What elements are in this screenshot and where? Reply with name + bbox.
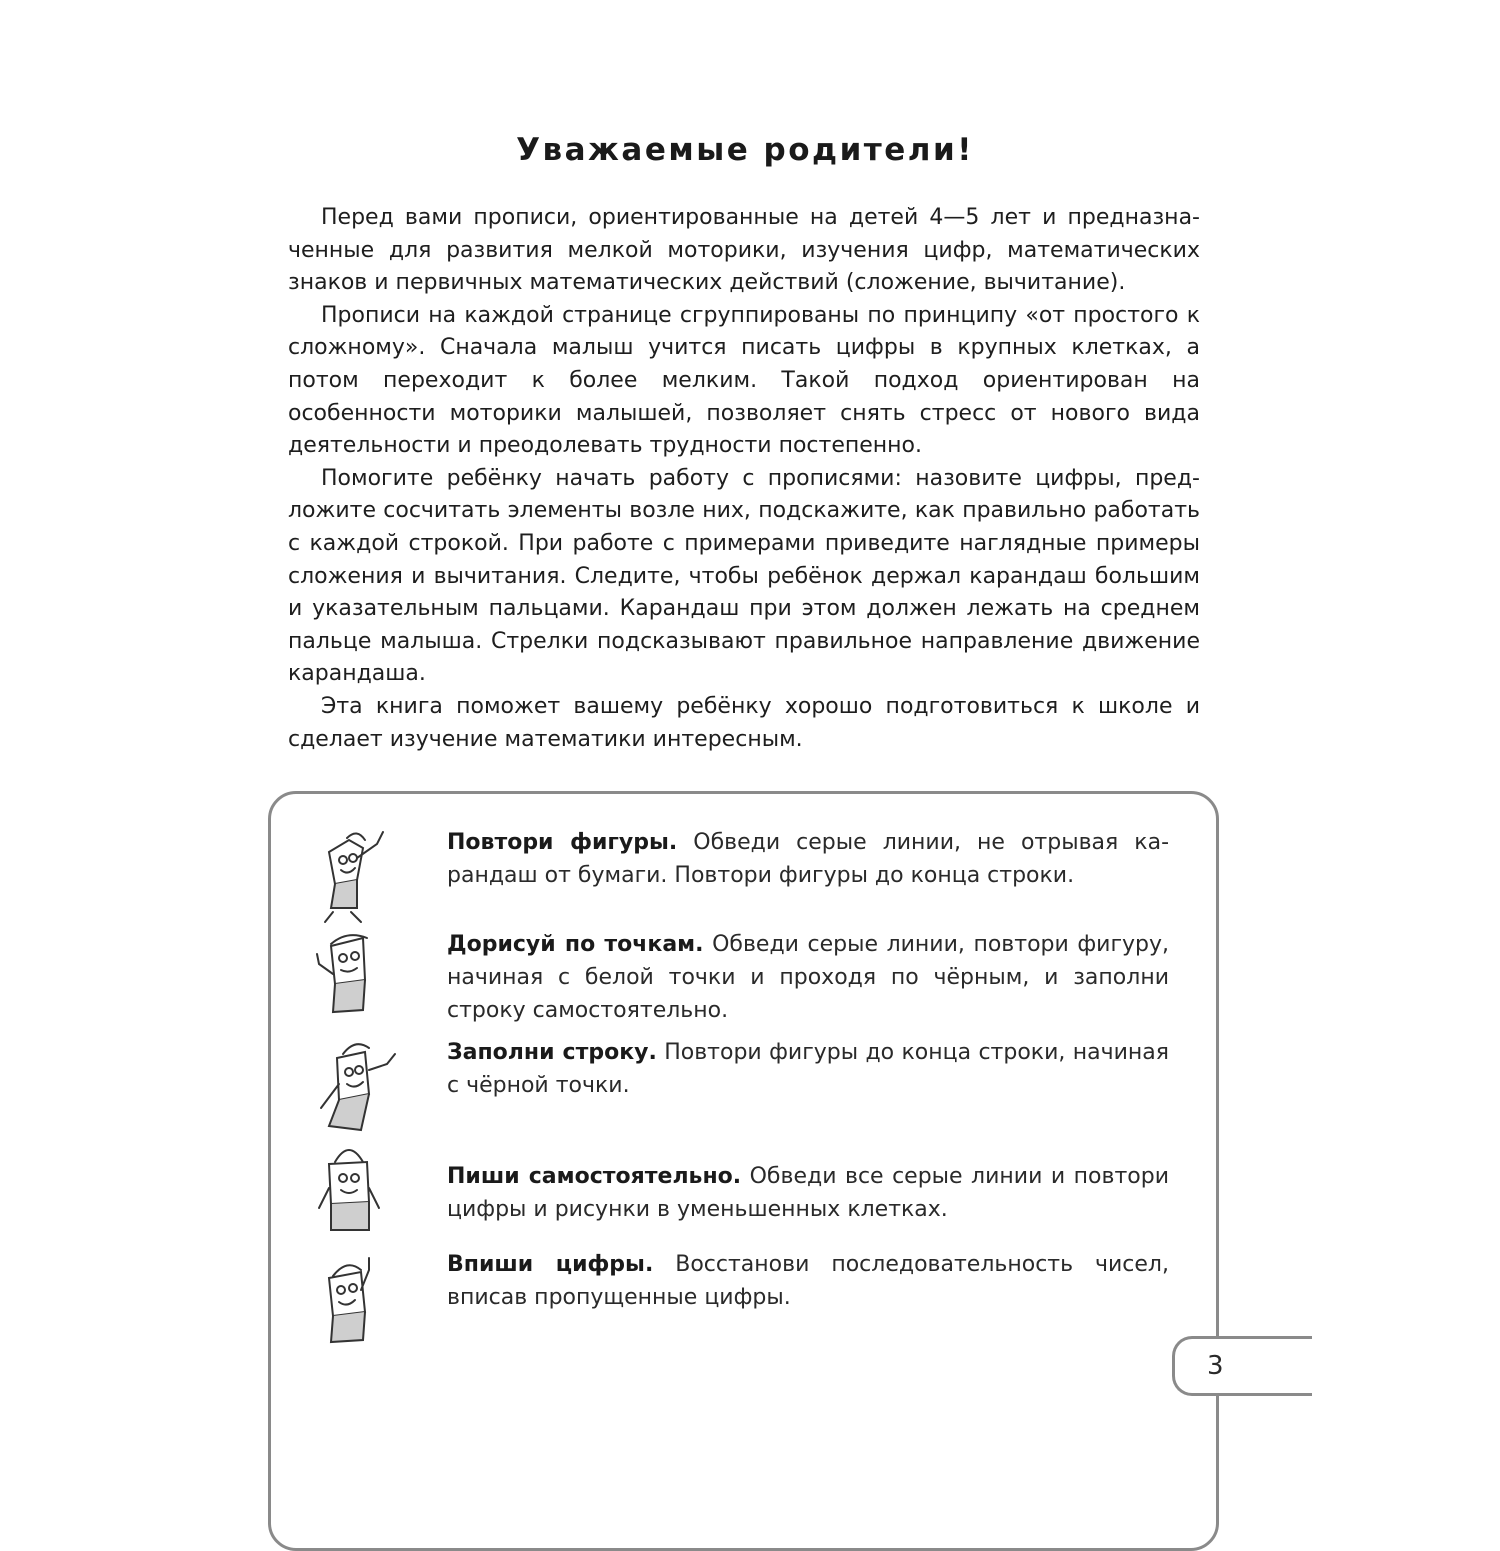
legend-description: Обведи серые линии, не отрывая карандаш от бумаги. Повтори фигуры до конца строки. [447, 830, 1170, 888]
legend-term: Впиши цифры. [447, 1252, 654, 1277]
legend-term: Пиши самостоятельно. [447, 1164, 742, 1189]
pencil-mascot-thinking-icon [299, 924, 409, 1034]
legend-text [447, 1160, 1169, 1226]
legend-text [447, 826, 1169, 892]
legend-description: Обведи серые линии, повтори фигуру, начиная с белой точки и проходя по чёрным, и заполни строку самостоятельно. [447, 932, 1170, 1023]
intro-paragraph: Прописи на каждой странице сгруппированы по принципу «от простого к сложному». Сначала малыш учится писать цифры в крупных клетках, а потом переходит к более мелким. Такой подход ориентирован на особенности моторики малышей, позволяет снять стресс от нового вида деятельности и преодолевать трудности постепенно. [288, 302, 1200, 459]
legend-description: Восстанови последовательность чисел, вписав пропущенные цифры. [447, 1252, 1169, 1310]
pencil-mascot-standing-icon [299, 1138, 409, 1248]
intro-paragraph: Эта книга поможет вашему ребёнку хорошо подготовиться к школе и сделает изучение математики интересным. [288, 693, 1200, 752]
intro-text [288, 202, 1200, 756]
intro-paragraph: Помогите ребёнку начать работу с прописями: назовите цифры, предложите сосчитать элементы возле них, подскажите, как правильно работать с каждой строкой. При работе с примерами приведите наглядные примеры сложения и вычитания. Следите, чтобы ребёнок держал карандаш большим и указательным пальцами. Карандаш при этом должен лежать на среднем пальце малыша. Стрелки подсказывают правильное направление движение карандаша. [288, 465, 1200, 687]
instructions-legend-box [268, 791, 1219, 1551]
legend-text [447, 1036, 1169, 1102]
legend-term: Повтори фигуры. [447, 830, 678, 855]
intro-paragraph: Перед вами прописи, ориентированные на детей 4—5 лет и предназначенные для развития мелкой моторики, изучения цифр, математических знаков и первичных математических действий (сложение, вычитание). [288, 205, 1200, 296]
legend-text [447, 928, 1169, 1027]
legend-term: Заполни строку. [447, 1040, 657, 1065]
legend-description: Обведи все серые линии и повтори цифры и рисунки в уменьшенных клетках. [447, 1164, 1169, 1222]
pencil-mascot-waving-icon [299, 1034, 409, 1144]
pencil-mascot-finger-up-icon [299, 1250, 409, 1360]
legend-text [447, 1248, 1169, 1314]
legend-term: Дорисуй по точкам. [447, 932, 704, 957]
page-number: 3 [1207, 1351, 1224, 1381]
legend-description: Повтори фигуры до конца строки, начиная с чёрной точки. [447, 1040, 1170, 1098]
pencil-mascot-pointing-icon [299, 822, 409, 932]
page-title: Уважаемые родители! [516, 132, 974, 168]
page-number-tab [1172, 1336, 1312, 1396]
